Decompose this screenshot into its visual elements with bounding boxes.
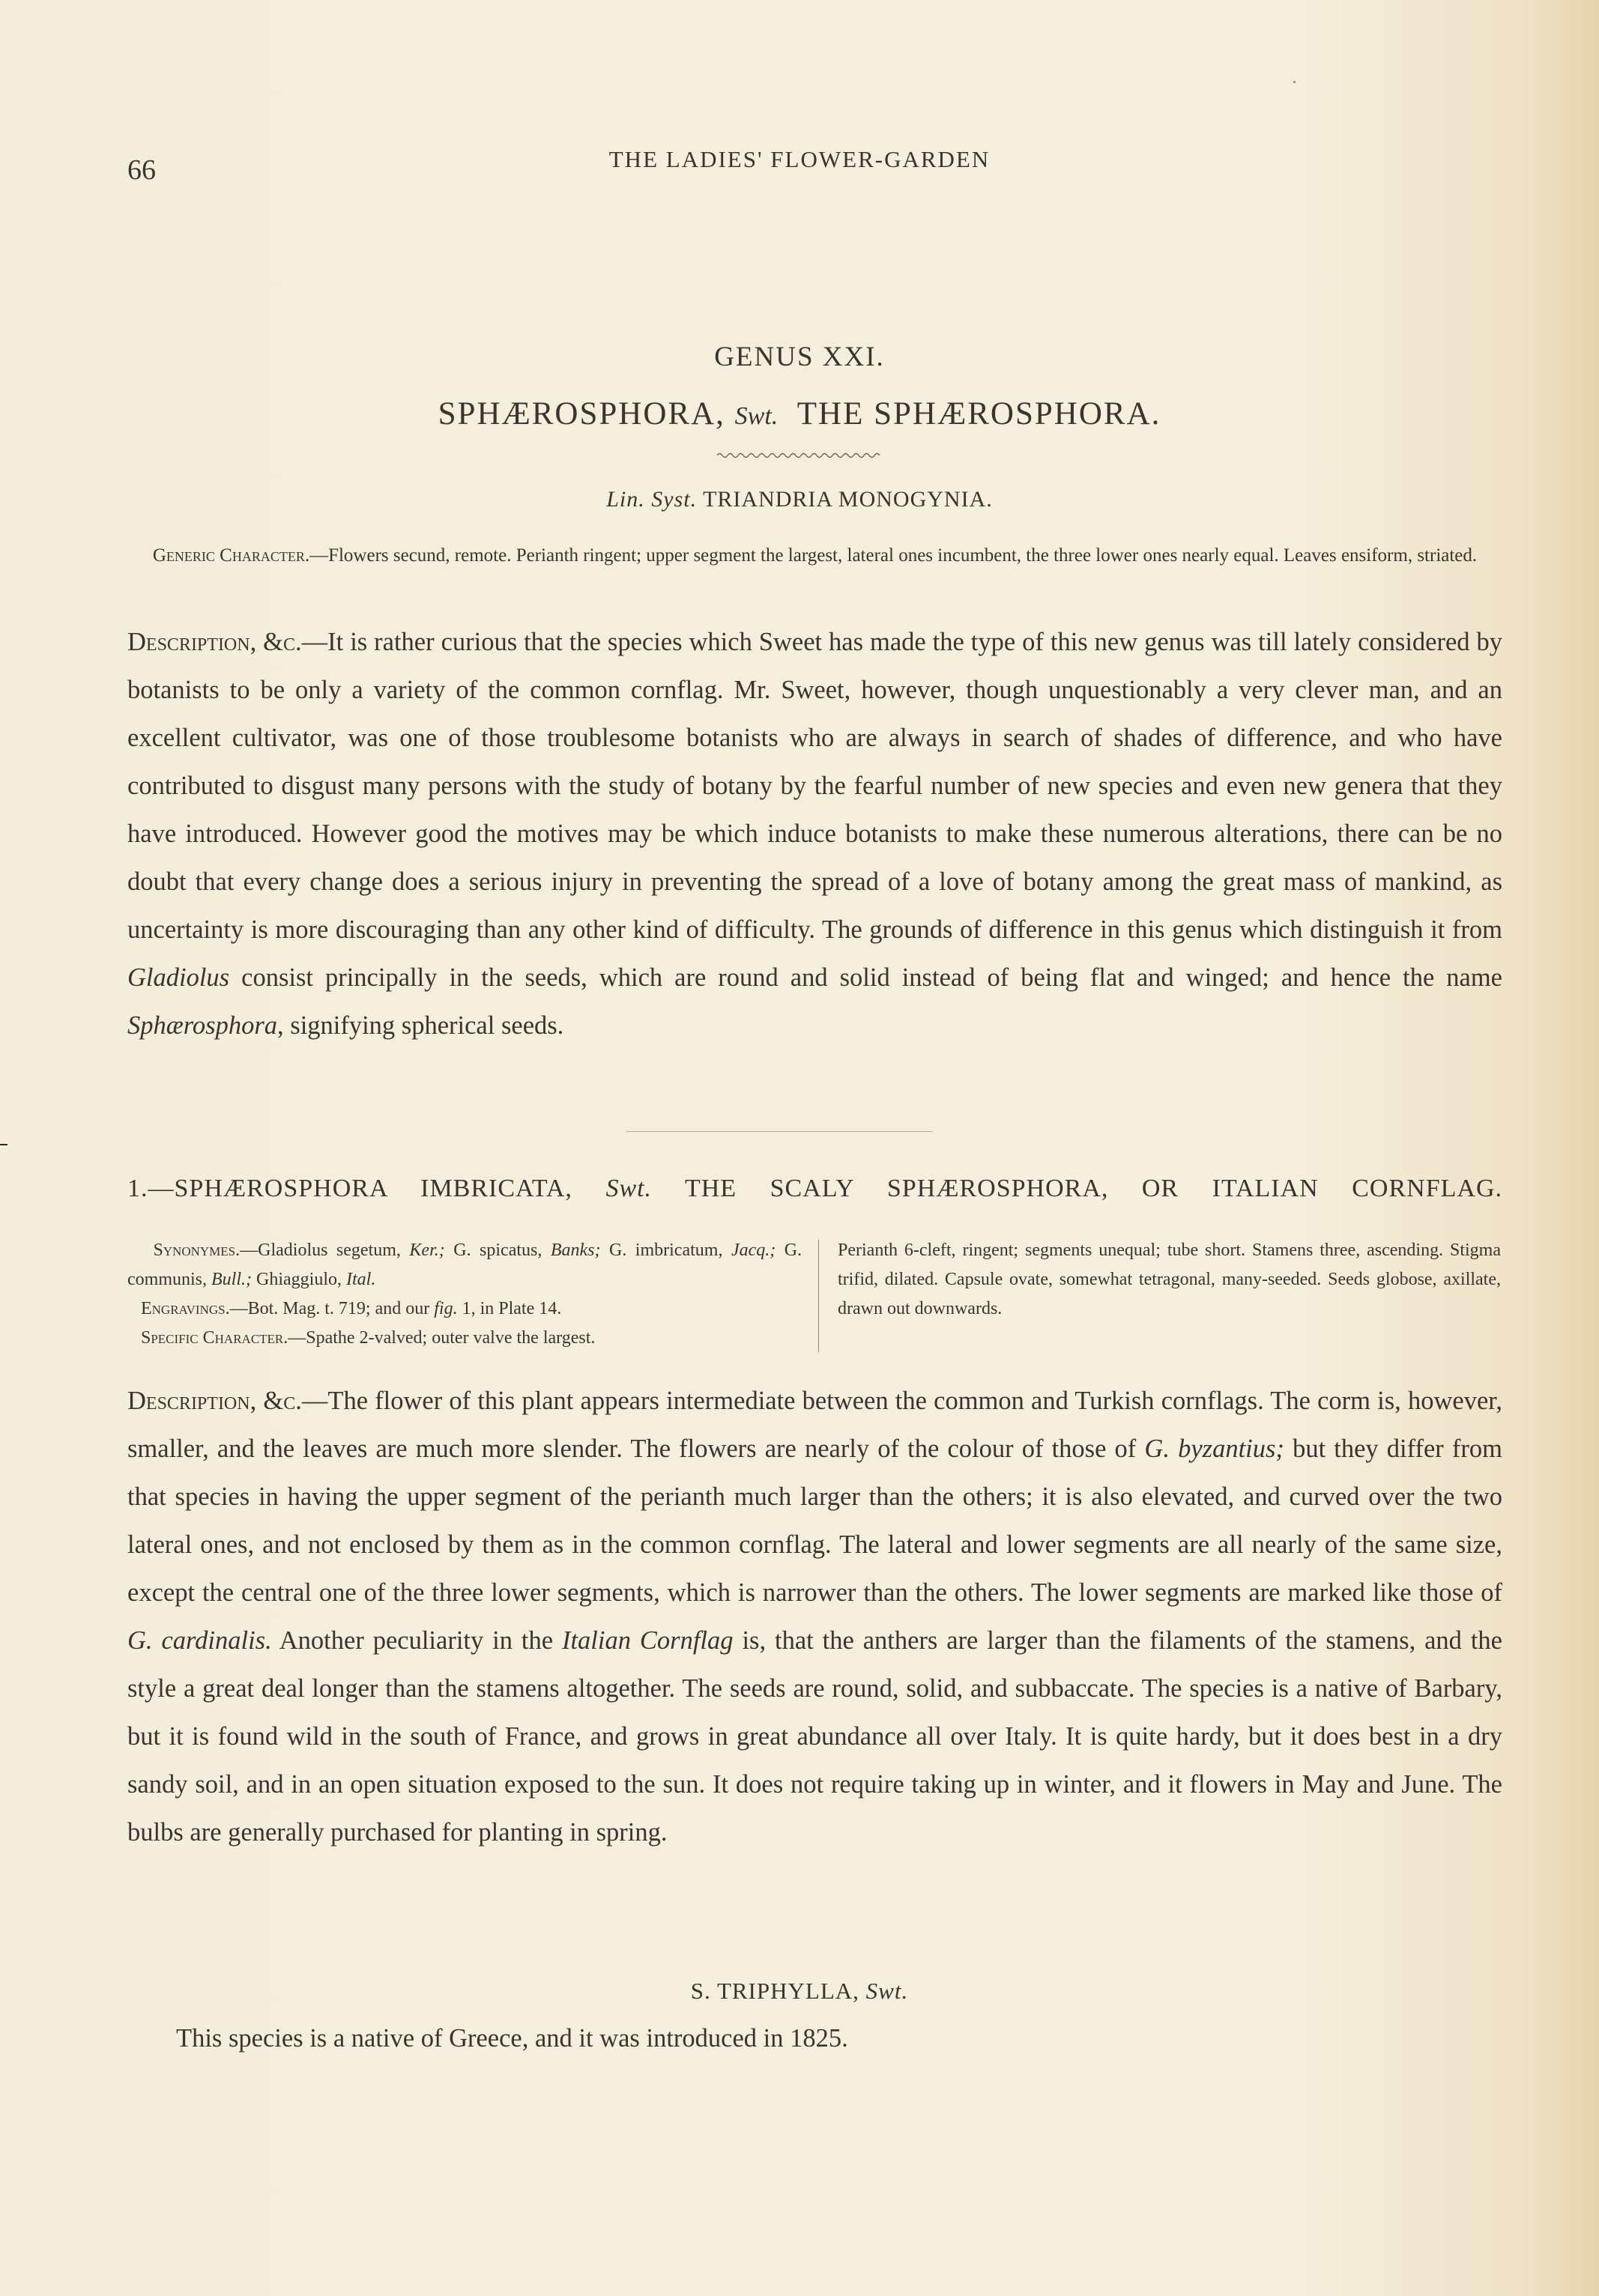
italic-term: Sphærosphora [127, 1011, 278, 1040]
synonym-authority: Banks; [550, 1241, 601, 1260]
synonym-text: —Gladiolus segetum, [240, 1241, 401, 1260]
specific-character-label: Specific Character. [141, 1328, 288, 1348]
description-text: consist principally in the seeds, which are round and solid instead of being flat and winged; and hence the name [241, 963, 1502, 992]
description-label: Description, &c. [127, 628, 302, 656]
italic-term: Italian Cornflag [561, 1626, 734, 1655]
engravings-entry [127, 1294, 802, 1324]
generic-character-text: —Flowers secund, remote. Perianth ringent; upper segment the largest, lateral ones incumbent, the three lower ones nearly equal. Leaves ensiform, striated. [309, 545, 1478, 566]
synonym-authority: Ital. [346, 1270, 376, 1289]
margin-mark [0, 1144, 7, 1145]
specific-character-entry [127, 1324, 802, 1353]
synonymes-entry [127, 1236, 802, 1294]
synonym-authority: Jacq.; [731, 1241, 776, 1260]
lin-syst-value: TRIANDRIA MONOGYNIA. [703, 487, 993, 512]
synonym-text: G. communis, [127, 1241, 802, 1289]
engravings-text: —Bot. Mag. t. 719; and our [229, 1299, 430, 1318]
italic-term: G. byzantius; [1144, 1435, 1284, 1463]
description-paragraph-2 [127, 1377, 1502, 1856]
species-2-text: This species is a native of Greece, and it was introduced in 1825. [176, 2024, 848, 2053]
species-number: 1.— [127, 1175, 175, 1202]
column-divider [818, 1240, 819, 1352]
description-text: , signifying spherical seeds. [277, 1011, 564, 1040]
description-text: is, that the anthers are larger than the filaments of the stamens, and the style a great deal longer than the stamens altogether. The seeds are round, solid, and subbaccate. The species is a native of Barbary, but it is found wild in the south of France, and grows in great abundance all over Italy. It is quite hardy, but it does best in a dry sandy soil, and in an open situation exposed to the sun. It does not require taking up in winter, and it flowers in May and June. The bulbs are generally purchased for planting in spring. [127, 1626, 1502, 1847]
section-divider [626, 1131, 933, 1132]
species-common-name: THE SCALY SPHÆROSPHORA, OR ITALIAN CORNFLAG. [684, 1175, 1502, 1202]
generic-character [127, 541, 1502, 571]
genus-heading: GENUS XXI. [714, 342, 885, 372]
italic-term: Gladiolus [127, 963, 230, 992]
ornament-divider [717, 451, 882, 460]
specific-character-right-column: Perianth 6-cleft, ringent; segments unequal; tube short. Stamens three, ascending. Stigma trifid, dilated. Capsule ovate, somewhat tetragonal, many-seeded. Seeds globose, axillate, drawn out downwards. [838, 1241, 1501, 1318]
linnaean-system [0, 487, 1599, 512]
description-text: but they differ from that species in having the upper segment of the perianth much larger than the others; it is also elevated, and curved over the two lateral ones, and not enclosed by them as in the common cornflag. The lateral and lower segments are all nearly of the same size, except the central one of the three lower segments, which is narrower than the others. The lower segments are marked like those of [127, 1435, 1502, 1607]
species-2-name: S. TRIPHYLLA, [690, 1978, 859, 2004]
lin-syst-label: Lin. Syst. [606, 487, 698, 512]
generic-character-label: Generic Character. [152, 545, 310, 566]
description-paragraph-1 [127, 618, 1502, 1049]
species-authority: Swt. [605, 1175, 653, 1202]
synonymes-label: Synonymes. [153, 1241, 241, 1260]
genus-authority: Swt. [734, 402, 779, 430]
genus-latin-name: SPHÆROSPHORA, [438, 396, 725, 431]
synonym-authority: Ker.; [409, 1241, 445, 1260]
synonym-authority: Bull.; [211, 1270, 252, 1289]
species-2-authority: Swt. [865, 1978, 909, 2004]
description-text: Another peculiarity in the [279, 1626, 554, 1655]
synonym-text: G. imbricatum, [609, 1241, 723, 1260]
page-number: 66 [127, 154, 156, 186]
species-latin-name: SPHÆROSPHORA IMBRICATA, [174, 1175, 572, 1202]
description-text: —The flower of this plant appears intermediate between the common and Turkish cornflags. The corm is, however, smaller, and the leaves are much more slender. The flowers are nearly of the colour of those of [127, 1387, 1502, 1463]
paper-speck [1293, 81, 1296, 83]
synonym-text: G. spicatus, [453, 1241, 542, 1260]
species-2-heading [0, 1978, 1599, 2005]
description-text: —It is rather curious that the species which Sweet has made the type of this new genus was till lately considered by botanists to be only a variety of the common cornflag. Mr. Sweet, however, though unquestionably a very clever man, and an excellent cultivator, was one of those troublesome botanists who are always in search of shades of difference, and who have contributed to disgust many persons with the study of botany by the fearful number of new species and even new genera that they have introduced. However good the motives may be which induce botanists to make these numerous alterations, there can be no doubt that every change does a serious injury in preventing the spread of a love of botany among the great mass of mankind, as uncertainty is more discouraging than any other kind of difficulty. The grounds of difference in this genus which distinguish it from [127, 628, 1502, 944]
synonymy-left-column [127, 1236, 802, 1353]
description-label: Description, &c. [127, 1387, 302, 1415]
italic-term: G. cardinalis. [127, 1626, 272, 1655]
specific-character-text: —Spathe 2-valved; outer valve the largest. [288, 1328, 596, 1348]
engravings-label: Engravings. [141, 1299, 230, 1318]
figure-ref: fig. [434, 1299, 458, 1318]
genus-common-name: THE SPHÆROSPHORA. [797, 396, 1161, 431]
engravings-text: 1, in Plate 14. [462, 1299, 562, 1318]
synonym-text: Ghiaggiulo, [256, 1270, 342, 1289]
species-heading [127, 1175, 1502, 1203]
genus-title [0, 396, 1599, 432]
running-title: THE LADIES' FLOWER-GARDEN [608, 146, 991, 172]
